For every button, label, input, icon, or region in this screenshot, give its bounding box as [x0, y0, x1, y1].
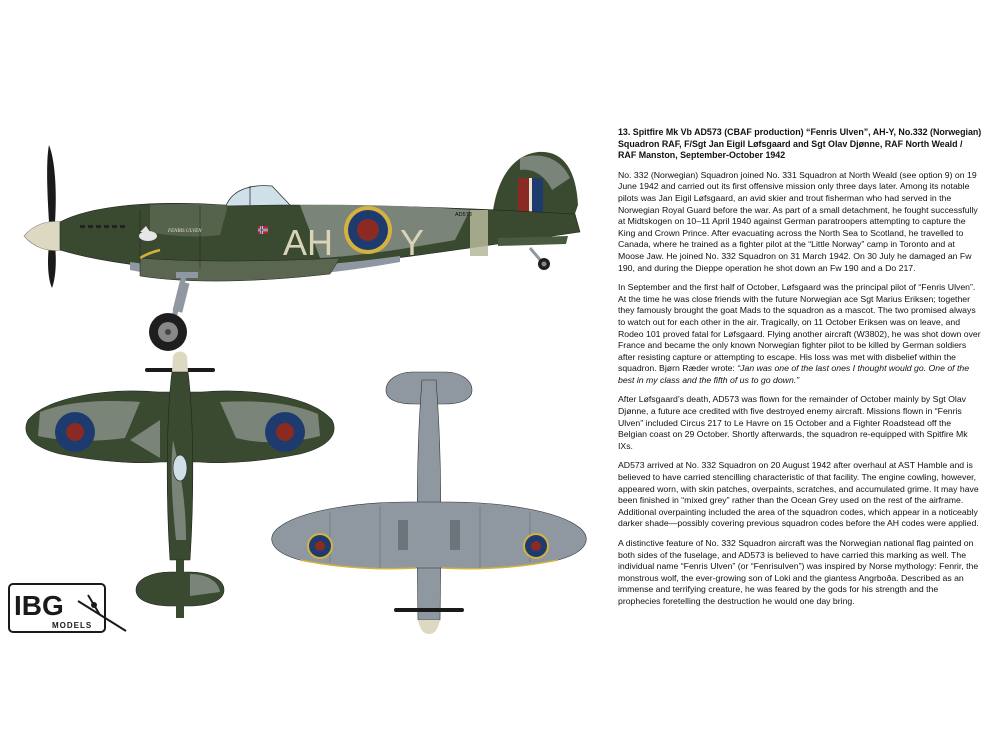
gear-door: [173, 281, 190, 313]
canopy: [226, 186, 290, 206]
side-view: [24, 145, 580, 351]
bottom-roundel-left: [307, 533, 333, 559]
logo-sub-text: MODELS: [52, 621, 93, 630]
bottom-fuselage: [417, 380, 441, 620]
fin-flash-white: [529, 178, 532, 214]
logo-brand-text: IBG: [14, 590, 64, 621]
paragraph-2-quote: “Jan was one of the last ones I thought would go. One of the best in my class and the fifth of us to go down.”: [618, 363, 970, 385]
spinner: [24, 222, 62, 251]
paragraph-3: After Løfsgaard’s death, AD573 was flown for the remainder of October mainly by Sgt Olav Djønne, a future ace credited with five destroyed enemy aircraft. Missions flown in “Fenris Ulven” included Circus 217 to Le Havre on 15 October and a Fighter Roadstead off the Belgian coast on 29 October. Shortly afterwards, the squadron re-equipped with Spitfire Mk IXs.: [618, 394, 968, 451]
nose-name: FENRIS ULVEN: [168, 229, 202, 234]
sky-band: [470, 210, 488, 256]
code-letters-right: Y: [400, 222, 425, 263]
bottom-roundel-right: [523, 533, 549, 559]
serial-number: AD573: [455, 212, 472, 218]
top-canopy: [173, 455, 187, 481]
paragraph-1: No. 332 (Norwegian) Squadron joined No. 331 Squadron at North Weald (see option 9) on 19 June 1942 and carried out its first offensive mission only three days later. Among its notable pilots was Jan Eigil Løfsgaard, an avid skier and trout fisherman who had served in the Norwegian Royal Guard before the war. As part of a small detachment, he fought successfully at Midtskogen on 10–11 April 1940 against German paratroopers attempting to capture the King and Crown Prince. After evacuating across the North Sea to Scotland, he travelled to Canada, where he trained as a fighter pilot at the “Little Norway” camp in Toronto and at Moose Jaw. He joined No. 332 Squadron on 31 March 1942. On 30 July he damaged an Fw 190, and during the Dieppe operation he shot down an Fw 190 and a Do 217.: [618, 169, 978, 273]
top-roundel-right: [265, 412, 305, 452]
ibg-models-logo: [8, 583, 128, 635]
main-wheel: [149, 313, 187, 351]
fin-flash-blue: [532, 178, 543, 214]
entry-title: 13. Spitfire Mk Vb AD573 (CBAF production) “Fenris Ulven”, AH-Y, No.332 (Norwegian) Squadron RAF, F/Sgt Jan Eigil Løfsgaard and Sgt Olav Djønne, RAF North Weald / RAF Manston, September-October 1942: [618, 127, 982, 161]
propeller-blade-upper: [47, 145, 56, 222]
fuselage-roundel: [344, 206, 392, 254]
paragraph-4: AD573 arrived at No. 332 Squadron on 20 August 1942 after overhaul at AST Hamble and is believed to have carried stencilling characteristic of that facility. The engine cowling, however, appeared worn, with skin patches, overpaints, scratches, and accumulated grime. It may have been finished in “mixed grey” rather than the Ocean Grey used on the rest of the airframe. Additional overpainting included the area of the squadron codes, which appear in a noticeably darker shade—possibly covering previous squadron codes before the AH codes were applied.: [618, 460, 979, 529]
paragraph-5: A distinctive feature of No. 332 Squadron aircraft was the Norwegian national flag painted on both sides of the fuselage, and AD573 is believed to have carried this marking as well. The individual name “Fenris Ulven” (or “Fenrisulven”) was inspired by Norse mythology: Fenrir, the monstrous wolf, the ever-growing son of Loki and the giantess Angrboða. Described as an immense and terrifying creature, he was feared by the gods for his strength and the prophecies foretelling the destruction he would one day bring.: [618, 538, 979, 606]
propeller-blade-lower: [48, 245, 56, 288]
bottom-spinner: [418, 620, 440, 634]
top-roundel-left: [55, 412, 95, 452]
paragraph-2-body: In September and the first half of October, Løfsgaard was the principal pilot of “Fenris Ulven”. At the time he was close friends with the future Norwegian ace Sgt Marius Eriksen; together they famously brought the goat Mads to the squadron as a mascot. The two promised always to watch out for each other in the air. Tragically, on 11 October Eriksen was on leave, and Rodeo 101 proved fatal for Løfsgaard. Flying another aircraft (W3802), he was shot down over France and became the only known Norwegian fighter pilot to be killed by German soldiers after resisting capture or attempting to escape. His loss was met with disbelief within the squadron. Bjørn Ræder wrote:: [618, 282, 981, 374]
top-view: [26, 352, 334, 619]
description-column: [618, 127, 982, 616]
bottom-propeller: [394, 608, 464, 612]
top-spinner: [172, 352, 188, 373]
fin-flash-red: [518, 178, 529, 214]
code-letters-left: AH: [283, 222, 334, 263]
tail-wheel: [530, 248, 550, 270]
paragraph-2: [618, 282, 982, 386]
norwegian-flag: [258, 226, 268, 234]
